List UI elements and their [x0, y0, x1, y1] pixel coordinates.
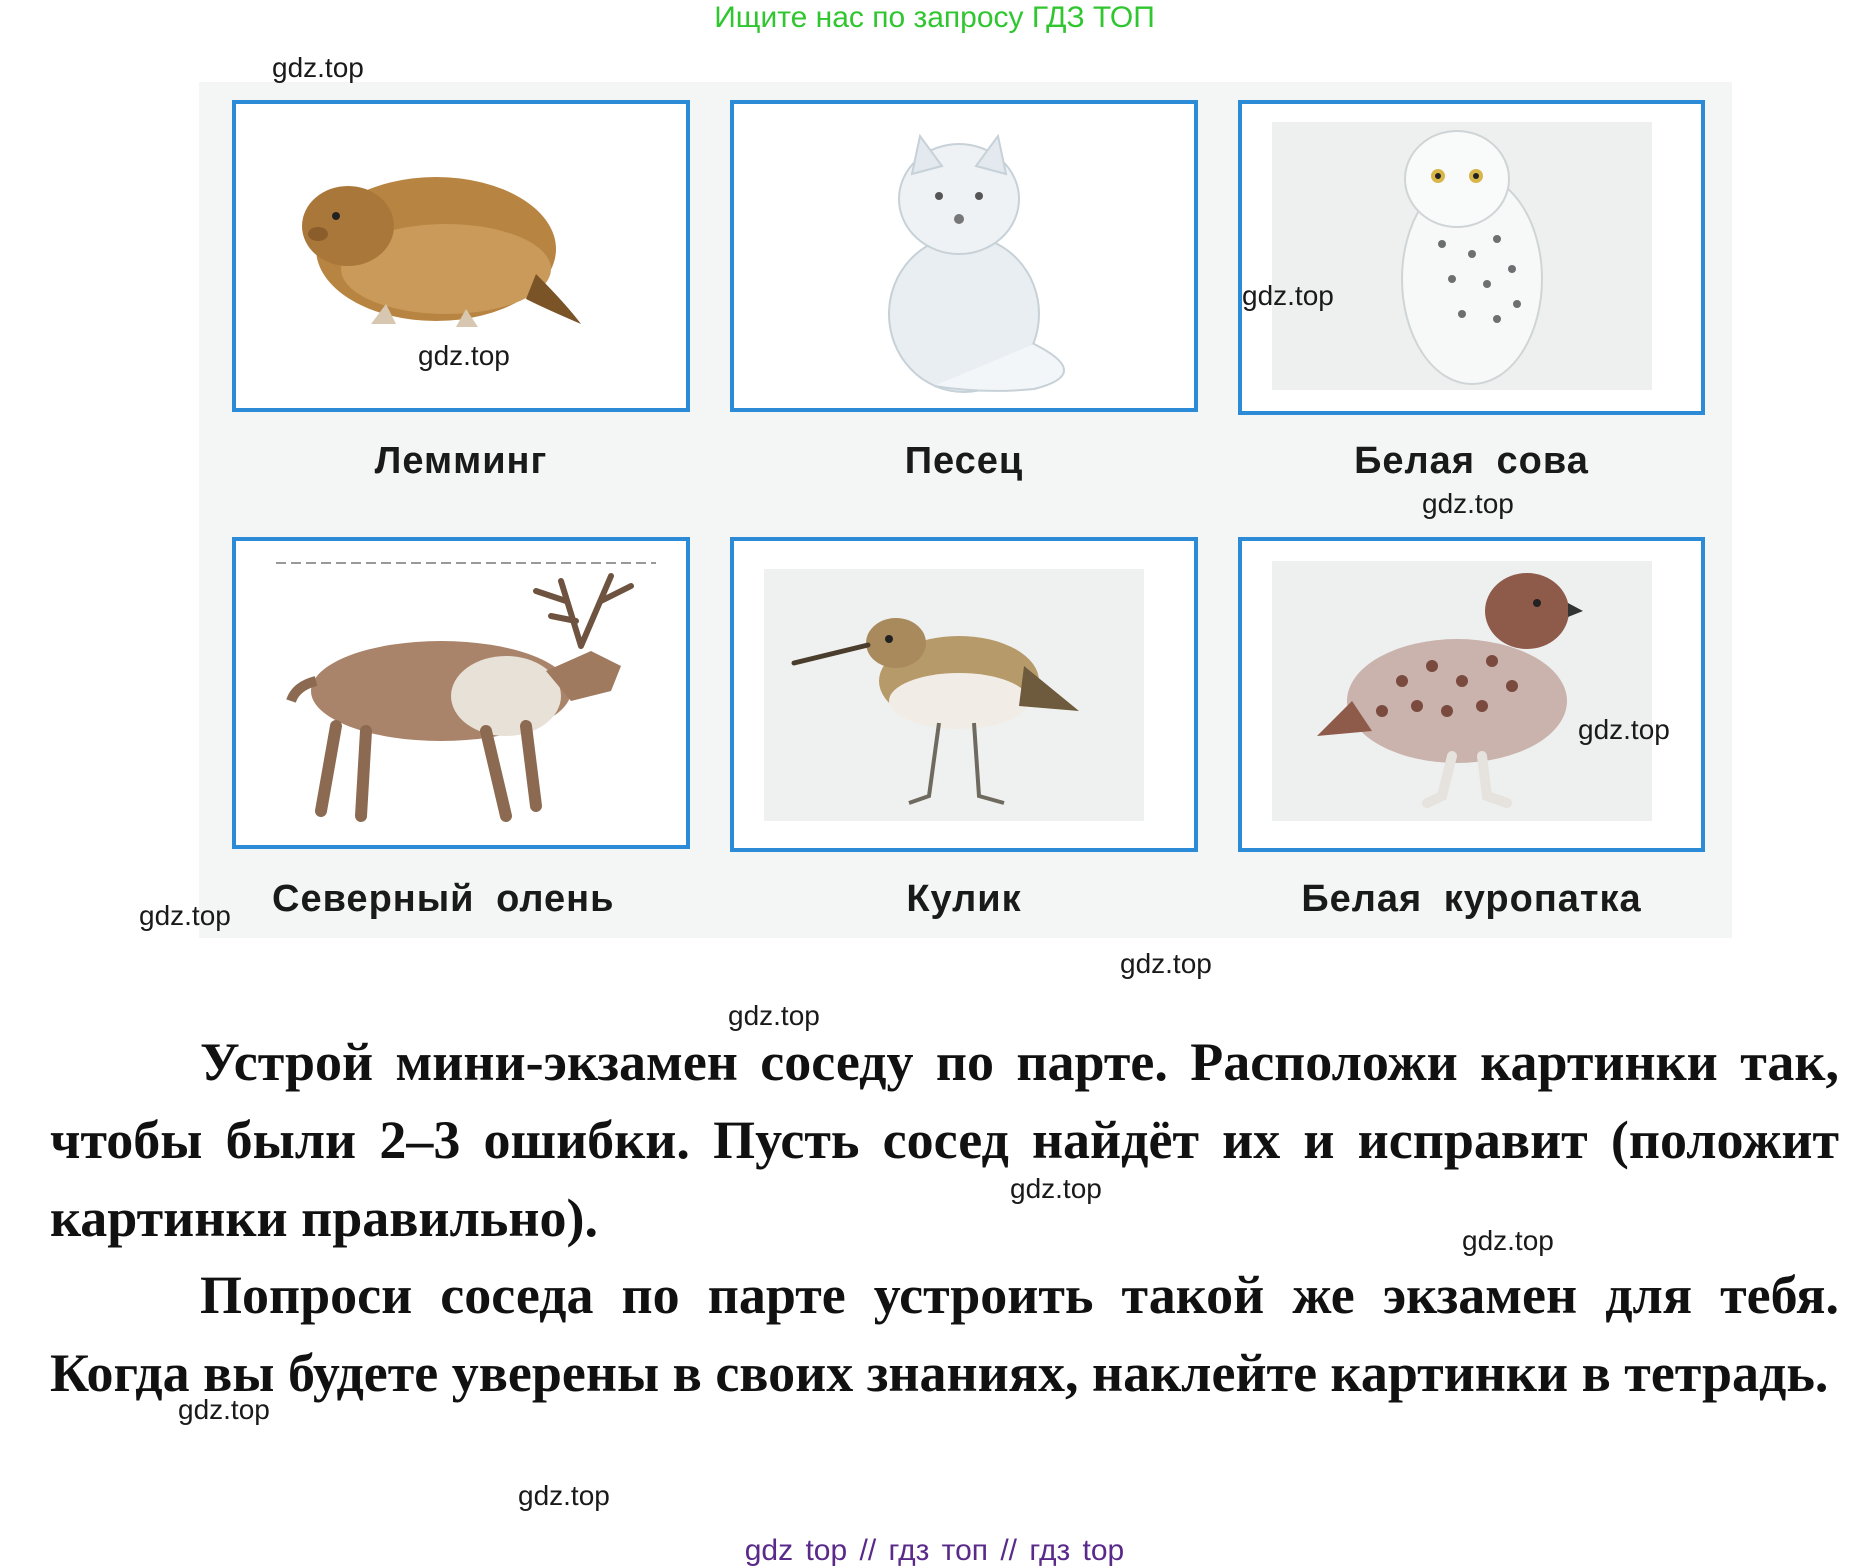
- watermark: gdz.top: [272, 52, 364, 83]
- instruction-paragraph-1: Устрой мини-экзамен соседу по парте. Расположи картинки так, чтобы были 2–3 ошибки. Пусть сосед найдёт их и исправит (положит картинки правильно).: [50, 1032, 1839, 1248]
- card-ptarmigan: [1238, 537, 1705, 852]
- instruction-paragraph-2: Попроси соседа по парте устроить такой же экзамен для тебя. Когда вы будете уверены в своих знаниях, наклейте картинки в тетрадь.: [50, 1265, 1839, 1403]
- ptarmigan-icon: [1242, 541, 1701, 848]
- top-banner: Ищите нас по запросу ГДЗ ТОП: [714, 1, 1155, 34]
- card-label-arctic-fox: Песец: [904, 440, 1024, 482]
- card-sandpiper: [730, 537, 1198, 852]
- watermark: gdz.top: [1242, 280, 1334, 311]
- sandpiper-icon: [734, 541, 1194, 848]
- watermark: gdz.top: [1010, 1173, 1102, 1204]
- watermark: gdz.top: [139, 900, 231, 931]
- card-label-reindeer: Северный олень: [272, 878, 615, 920]
- reindeer-icon: [236, 541, 686, 845]
- watermark: gdz.top: [418, 340, 510, 371]
- watermark: gdz.top: [518, 1480, 610, 1511]
- card-label-snowy-owl: Белая сова: [1354, 440, 1589, 482]
- watermark: gdz.top: [1422, 488, 1514, 519]
- card-arctic-fox: [730, 100, 1198, 412]
- card-reindeer: [232, 537, 690, 849]
- watermark: gdz.top: [1578, 714, 1670, 745]
- arctic-fox-icon: [734, 104, 1194, 408]
- card-label-sandpiper: Кулик: [906, 878, 1022, 920]
- footer-links: gdz top // гдз топ // гдз top: [744, 1534, 1125, 1567]
- card-snowy-owl: [1238, 100, 1705, 415]
- watermark: gdz.top: [1120, 948, 1212, 979]
- card-label-ptarmigan: Белая куропатка: [1301, 878, 1642, 920]
- snowy-owl-icon: [1242, 104, 1701, 411]
- watermark: gdz.top: [178, 1394, 270, 1425]
- card-label-lemming: Лемминг: [374, 440, 548, 482]
- watermark: gdz.top: [1462, 1225, 1554, 1256]
- watermark: gdz.top: [728, 1000, 820, 1031]
